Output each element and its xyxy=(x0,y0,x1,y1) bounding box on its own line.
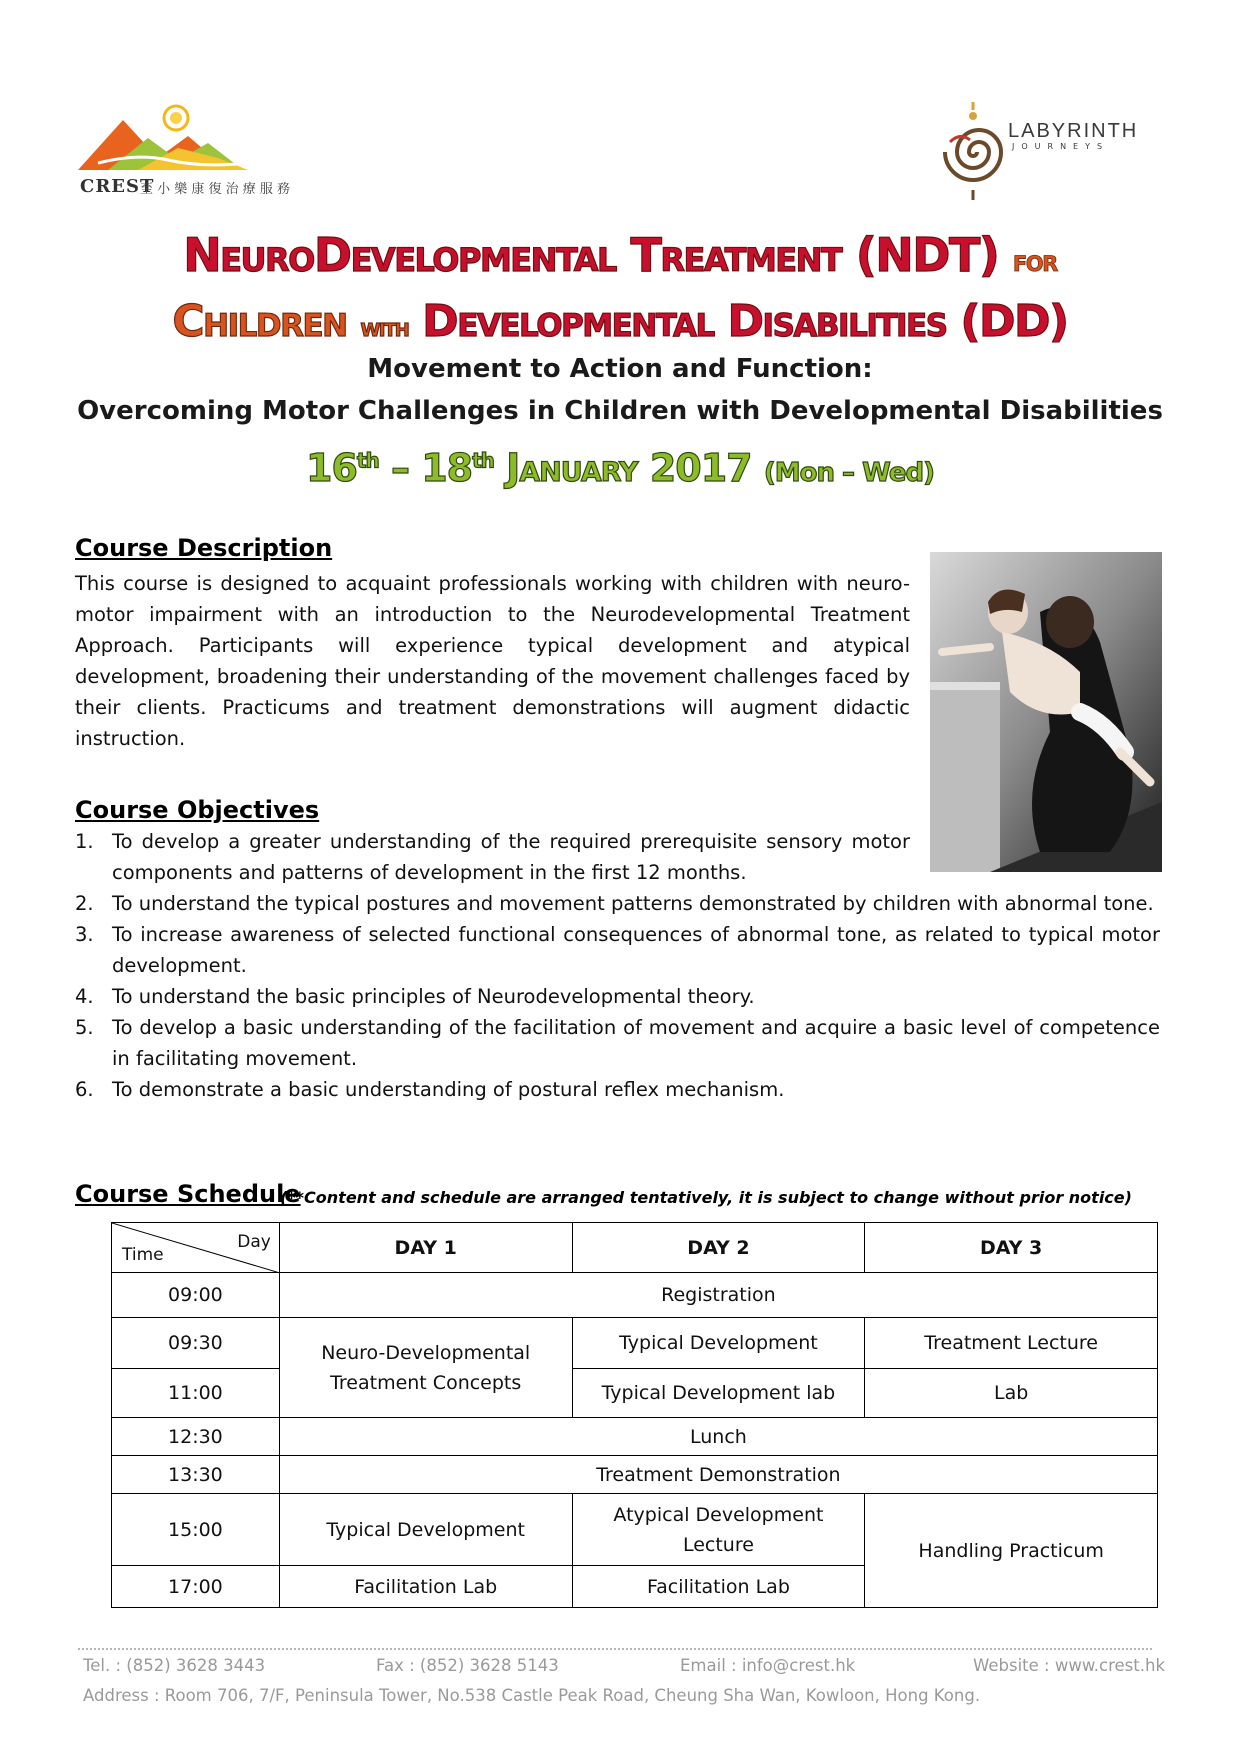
schedule-cell: Facilitation Lab xyxy=(572,1566,865,1608)
table-row xyxy=(112,1418,1158,1456)
subtitle-1: Movement to Action and Function: xyxy=(367,354,873,384)
corner-day-label: Day xyxy=(237,1232,271,1252)
schedule-cell: Treatment Lecture xyxy=(865,1318,1158,1369)
table-row xyxy=(112,1273,1158,1318)
objective-item: 6. To demonstrate a basic understanding of postural reflex mechanism. xyxy=(75,1078,785,1101)
table-row xyxy=(112,1318,1158,1369)
title-disabilities: Developmental Disabilities (DD) xyxy=(422,296,1068,347)
footer-fax: Fax : (852) 3628 5143 xyxy=(376,1656,559,1675)
title-with: with xyxy=(360,313,409,343)
schedule-cell: Facilitation Lab xyxy=(279,1566,572,1608)
course-description-heading: Course Description xyxy=(75,534,333,562)
title-children: Children xyxy=(172,296,347,347)
objective-item: 3. To increase awareness of selected functional consequences of abnormal tone, as related to typical motor development. xyxy=(75,923,1160,977)
time-cell: 12:30 xyxy=(112,1418,280,1456)
table-row xyxy=(112,1456,1158,1494)
schedule-cell: Handling Practicum xyxy=(865,1494,1158,1608)
time-cell: 11:00 xyxy=(112,1369,280,1418)
time-cell: 15:00 xyxy=(112,1494,280,1566)
crest-logo xyxy=(78,98,291,198)
footer-email[interactable]: Email : info@crest.hk xyxy=(680,1656,856,1675)
footer-tel: Tel. : (852) 3628 3443 xyxy=(83,1656,266,1675)
objective-item: 4. To understand the basic principles of Neurodevelopmental theory. xyxy=(75,985,755,1008)
schedule-cell: Lunch xyxy=(279,1418,1157,1456)
objective-item: 1. To develop a greater understanding of the required prerequisite sensory motor components and patterns of development in the first 12 months. xyxy=(75,830,910,884)
day-header: DAY 2 xyxy=(572,1223,865,1273)
schedule-cell: Treatment Demonstration xyxy=(279,1456,1157,1494)
table-row xyxy=(112,1494,1158,1566)
course-description-text: This course is designed to acquaint professionals working with children with neuro-motor impairment with an introduction to the Neurodevelopmental Treatment Approach. Participants will experience typical development and atypical development, broadening their understanding of the movement challenges faced by their clients. Practicums and treatment demonstrations will augment didactic instruction. xyxy=(75,572,910,750)
footer-website[interactable]: Website : www.crest.hk xyxy=(973,1656,1166,1675)
title-main: NeuroDevelopmental Treatment (NDT) xyxy=(183,228,999,282)
time-cell: 09:30 xyxy=(112,1318,280,1369)
title-for: for xyxy=(1012,244,1057,279)
crest-logo-cjk: 至 小 樂 康 復 治 療 服 務 xyxy=(140,182,291,197)
objective-item: 2. To understand the typical postures and movement patterns demonstrated by children with abnormal tone. xyxy=(75,892,1154,915)
child-therapy-photo xyxy=(930,552,1162,872)
schedule-cell: Typical Development xyxy=(279,1494,572,1566)
schedule-cell: Typical Development xyxy=(572,1318,865,1369)
schedule-corner-cell xyxy=(112,1223,280,1273)
schedule-cell: Atypical Development Lecture xyxy=(572,1494,865,1566)
course-dates: 16th – 18th January 2017 (Mon – Wed) xyxy=(306,446,934,490)
day-header: DAY 3 xyxy=(865,1223,1158,1273)
time-cell: 17:00 xyxy=(112,1566,280,1608)
schedule-cell: Registration xyxy=(279,1273,1157,1318)
table-row xyxy=(112,1369,1158,1418)
footer-address: Address : Room 706, 7/F, Peninsula Tower, No.538 Castle Peak Road, Cheung Sha Wan, Kowloon, Hong Kong. xyxy=(83,1686,981,1705)
crest-mountain-icon xyxy=(78,98,248,178)
title-line-2 xyxy=(0,296,1240,347)
title-line-1 xyxy=(0,228,1240,282)
labyrinth-logo-sub: JOURNEYS xyxy=(1012,142,1110,151)
labyrinth-spiral-icon xyxy=(940,102,1006,202)
schedule-cell: Typical Development lab xyxy=(572,1369,865,1418)
schedule-table xyxy=(111,1222,1158,1608)
objective-item: 5. To develop a basic understanding of the facilitation of movement and acquire a basic level of competence in facilitating movement. xyxy=(75,1016,1160,1070)
time-cell: 09:00 xyxy=(112,1273,280,1318)
corner-time-label: Time xyxy=(122,1245,164,1265)
subtitle-2: Overcoming Motor Challenges in Children with Developmental Disabilities xyxy=(77,396,1163,426)
schedule-cell: Lab xyxy=(865,1369,1158,1418)
crest-logo-text: CREST xyxy=(80,176,155,197)
footer-divider xyxy=(78,1648,1152,1650)
day-header: DAY 1 xyxy=(279,1223,572,1273)
schedule-cell: Neuro-Developmental Treatment Concepts xyxy=(279,1318,572,1418)
course-schedule-heading: Course Schedule xyxy=(75,1180,301,1208)
schedule-note: (**Content and schedule are arranged tentatively, it is subject to change without prior notice) xyxy=(280,1188,1132,1207)
course-objectives-heading: Course Objectives xyxy=(75,796,320,824)
time-cell: 13:30 xyxy=(112,1456,280,1494)
table-row xyxy=(112,1223,1158,1273)
objectives-list xyxy=(75,826,1160,1105)
labyrinth-logo-name: LABYRINTH xyxy=(1008,120,1139,142)
labyrinth-logo xyxy=(940,102,1170,202)
